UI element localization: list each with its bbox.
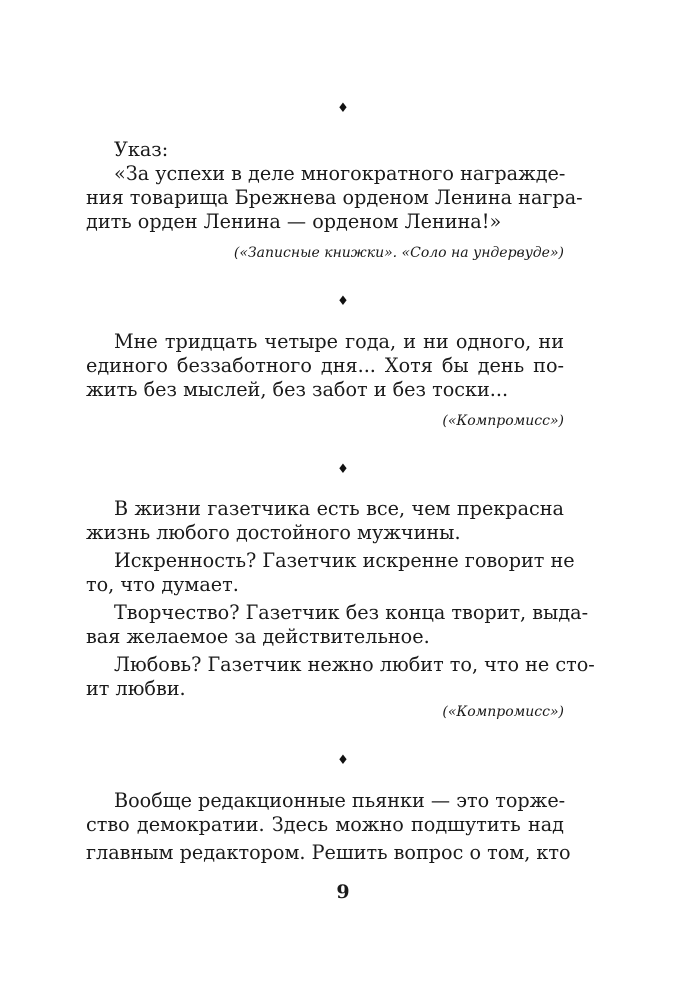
text-line: Творчество? Газетчик без конца творит, выда- (114, 601, 589, 624)
text-line: В жизни газетчика есть все, чем прекрасна (114, 497, 564, 520)
text-line: Вообще редакционные пьянки — это торже- (114, 789, 566, 812)
text-line: дить орден Ленина — орденом Ленина!» (86, 210, 502, 233)
section-separator: ♦ (337, 294, 349, 309)
text-line: вая желаемое за действительное. (86, 625, 430, 648)
section-separator: ♦ (337, 462, 349, 477)
text-line: то, что думает. (86, 573, 239, 596)
text-line: Искренность? Газетчик искренне говорит не (114, 549, 575, 572)
section-separator: ♦ (337, 753, 349, 768)
section-separator: ♦ (337, 101, 349, 116)
text-line: ит любви. (86, 677, 186, 700)
text-line: ство демократии. Здесь можно подшутить над (86, 813, 564, 836)
text-line: Любовь? Газетчик нежно любит то, что не сто- (114, 653, 595, 676)
text-line: «За успехи в деле многократного награжде- (114, 162, 566, 185)
text-line: жизнь любого достойного мужчины. (86, 521, 461, 544)
source-citation: («Компромисс») (442, 413, 564, 429)
source-citation: («Записные книжки». «Соло на ундервуде») (233, 245, 564, 261)
text-line: Мне тридцать четыре года, и ни одного, ни (114, 330, 564, 353)
text-line: главным редактором. Решить вопрос о том, кто (86, 841, 571, 864)
text-line: жить без мыслей, без забот и без тоски... (86, 378, 509, 401)
source-citation: («Компромисс») (442, 704, 564, 720)
text-line: единого беззаботного дня... Хотя бы день по- (86, 354, 564, 377)
page-number: 9 (336, 881, 350, 903)
text-line: Указ: (114, 138, 169, 161)
text-line: ния товарища Брежнева орденом Ленина награ- (86, 186, 583, 209)
